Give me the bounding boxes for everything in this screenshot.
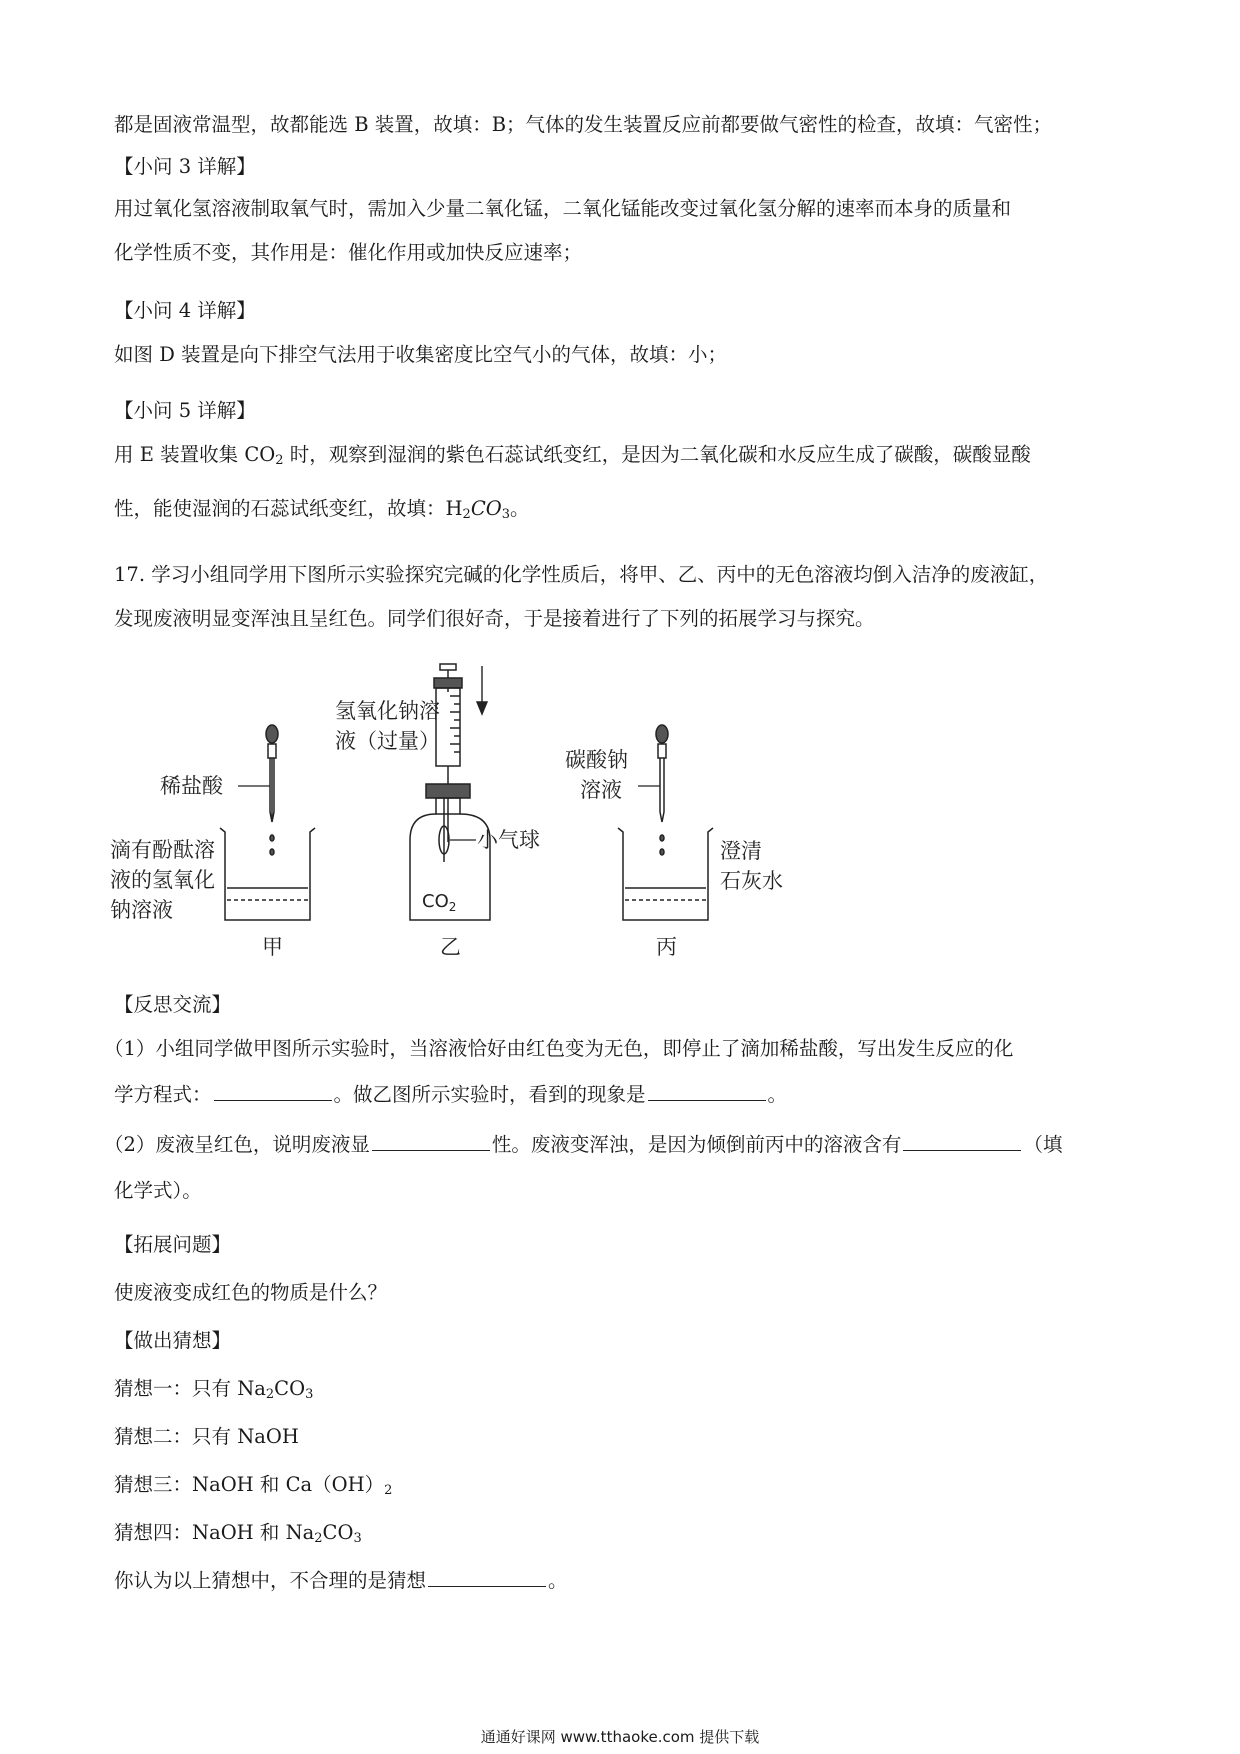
label-na2co3-1: 碳酸钠 — [565, 748, 628, 772]
answer-line-5a — [114, 440, 1134, 470]
formula-h: H — [445, 497, 463, 520]
text-segment: CO — [322, 1521, 354, 1544]
experiment-jia — [110, 725, 315, 959]
dropper-jia — [266, 725, 278, 822]
answer-blank-formula — [903, 1132, 1021, 1151]
experiment-figure — [110, 652, 870, 962]
answer-blank-equation — [214, 1082, 332, 1101]
answer-line-3b: 化学性质不变，其作用是：催化作用或加快反应速率； — [114, 241, 583, 264]
question-2-line-2: 化学式）。 — [114, 1179, 202, 1202]
label-naoh-1: 氢氧化钠溶 — [335, 699, 440, 723]
text-segment: 你认为以上猜想中，不合理的是猜想 — [114, 1569, 427, 1592]
question-1-line-1: （1）小组同学做甲图所示实验时，当溶液恰好由红色变为无色，即停止了滴加稀盐酸，写出发生反应的化 — [104, 1037, 1014, 1060]
text-segment: （填 — [1023, 1133, 1063, 1156]
arrow-down — [477, 666, 487, 714]
footer-source: 通通好课网 www.tthaoke.com 提供下载 — [480, 1728, 760, 1746]
subscript: 3 — [501, 507, 511, 522]
syringe — [434, 664, 462, 788]
caption-jia: 甲 — [262, 935, 283, 959]
beaker-jia — [220, 828, 315, 920]
section-header-q3: 【小问 3 详解】 — [114, 155, 256, 178]
extension-question: 使废液变成红色的物质是什么？ — [114, 1281, 388, 1304]
answer-line-3a: 用过氧化氢溶液制取氧气时，需加入少量二氧化锰，二氧化锰能改变过氧化氢分解的速率而本身的质量和 — [114, 197, 1012, 220]
text-segment: 。做乙图所示实验时，看到的现象是 — [333, 1083, 646, 1106]
text-segment: 猜想三：NaOH 和 Ca（OH） — [114, 1473, 385, 1496]
question-17-line-1: 17. 学习小组同学用下图所示实验探究完碱的化学性质后，将甲、乙、丙中的无色溶液均倒入洁净的废液缸， — [114, 563, 1049, 586]
experiment-bing — [565, 725, 783, 959]
answer-line-1: 都是固液常温型，故都能选 B 装置，故填：B；气体的发生装置反应前都要做气密性的检查，故填：气密性； — [114, 113, 1053, 136]
guess-2: 猜想二：只有 NaOH — [114, 1425, 299, 1448]
label-co2 — [422, 891, 456, 914]
text-segment: 。 — [548, 1569, 568, 1592]
subscript: 2 — [462, 507, 471, 522]
guess-1 — [114, 1374, 1134, 1404]
co2-subscript: 2 — [448, 900, 457, 914]
label-phenol-1: 滴有酚酞溶 — [110, 838, 215, 862]
subscript: 3 — [353, 1531, 362, 1546]
text-segment: 学方程式： — [114, 1083, 212, 1106]
subscript: 2 — [384, 1483, 393, 1498]
label-na2co3-2: 溶液 — [580, 778, 622, 802]
text-segment: 。 — [510, 497, 530, 520]
experiment-yi — [335, 664, 540, 959]
text-segment: （2）废液呈红色，说明废液显 — [104, 1133, 370, 1156]
text-segment: 。 — [767, 1083, 788, 1106]
subscript: 2 — [314, 1531, 323, 1546]
subscript: 3 — [305, 1387, 314, 1402]
label-limewater-1: 澄清 — [720, 839, 762, 863]
section-header-q4: 【小问 4 详解】 — [114, 299, 256, 322]
label-phenol-2: 液的氢氧化 — [110, 868, 215, 892]
answer-blank-phenomenon — [648, 1082, 766, 1101]
label-naoh-2: 液（过量） — [335, 729, 440, 753]
answer-line-4: 如图 D 装置是向下排空气法用于收集密度比空气小的气体，故填：小； — [114, 343, 728, 366]
beaker-bing — [618, 828, 713, 920]
formula-co: CO — [470, 497, 502, 520]
section-header-reflection: 【反思交流】 — [114, 993, 232, 1016]
subscript: 2 — [265, 1387, 275, 1402]
guess-3 — [114, 1470, 1134, 1500]
text-segment: 用 E 装置收集 CO — [114, 443, 276, 466]
label-hcl: 稀盐酸 — [160, 774, 223, 798]
text-segment: 时，观察到湿润的紫色石蕊试纸变红，是因为二氧化碳和水反应生成了碳酸，碳酸显酸 — [283, 443, 1031, 466]
question-17-line-2: 发现废液明显变浑浊且呈红色。同学们很好奇，于是接着进行了下列的拓展学习与探究。 — [114, 607, 875, 630]
subscript: 2 — [275, 453, 284, 468]
section-header-q5: 【小问 5 详解】 — [114, 399, 256, 422]
question-1-line-2 — [114, 1080, 1134, 1110]
caption-yi: 乙 — [440, 935, 461, 959]
label-balloon: 小气球 — [477, 828, 540, 852]
text-segment: 猜想四：NaOH 和 Na — [114, 1521, 315, 1544]
label-phenol-3: 钠溶液 — [110, 898, 173, 922]
question-2-line-1 — [104, 1130, 1124, 1160]
label-limewater-2: 石灰水 — [720, 869, 783, 893]
text-segment: 性。废液变浑浊，是因为倾倒前丙中的溶液含有 — [491, 1133, 902, 1156]
final-question — [114, 1566, 1134, 1596]
text-segment: CO — [274, 1377, 306, 1400]
section-header-extension: 【拓展问题】 — [114, 1233, 232, 1256]
text-segment: 猜想一：只有 Na — [114, 1377, 266, 1400]
text-segment: 性，能使湿润的石蕊试纸变红，故填： — [114, 497, 446, 520]
co2-text: CO — [422, 891, 449, 912]
answer-blank-guess — [428, 1568, 546, 1587]
caption-bing: 丙 — [656, 935, 677, 959]
section-header-guess: 【做出猜想】 — [114, 1329, 232, 1352]
dropper-bing — [656, 725, 668, 822]
guess-4 — [114, 1518, 1134, 1548]
answer-blank-property — [372, 1132, 490, 1151]
answer-line-5b — [114, 494, 1134, 524]
